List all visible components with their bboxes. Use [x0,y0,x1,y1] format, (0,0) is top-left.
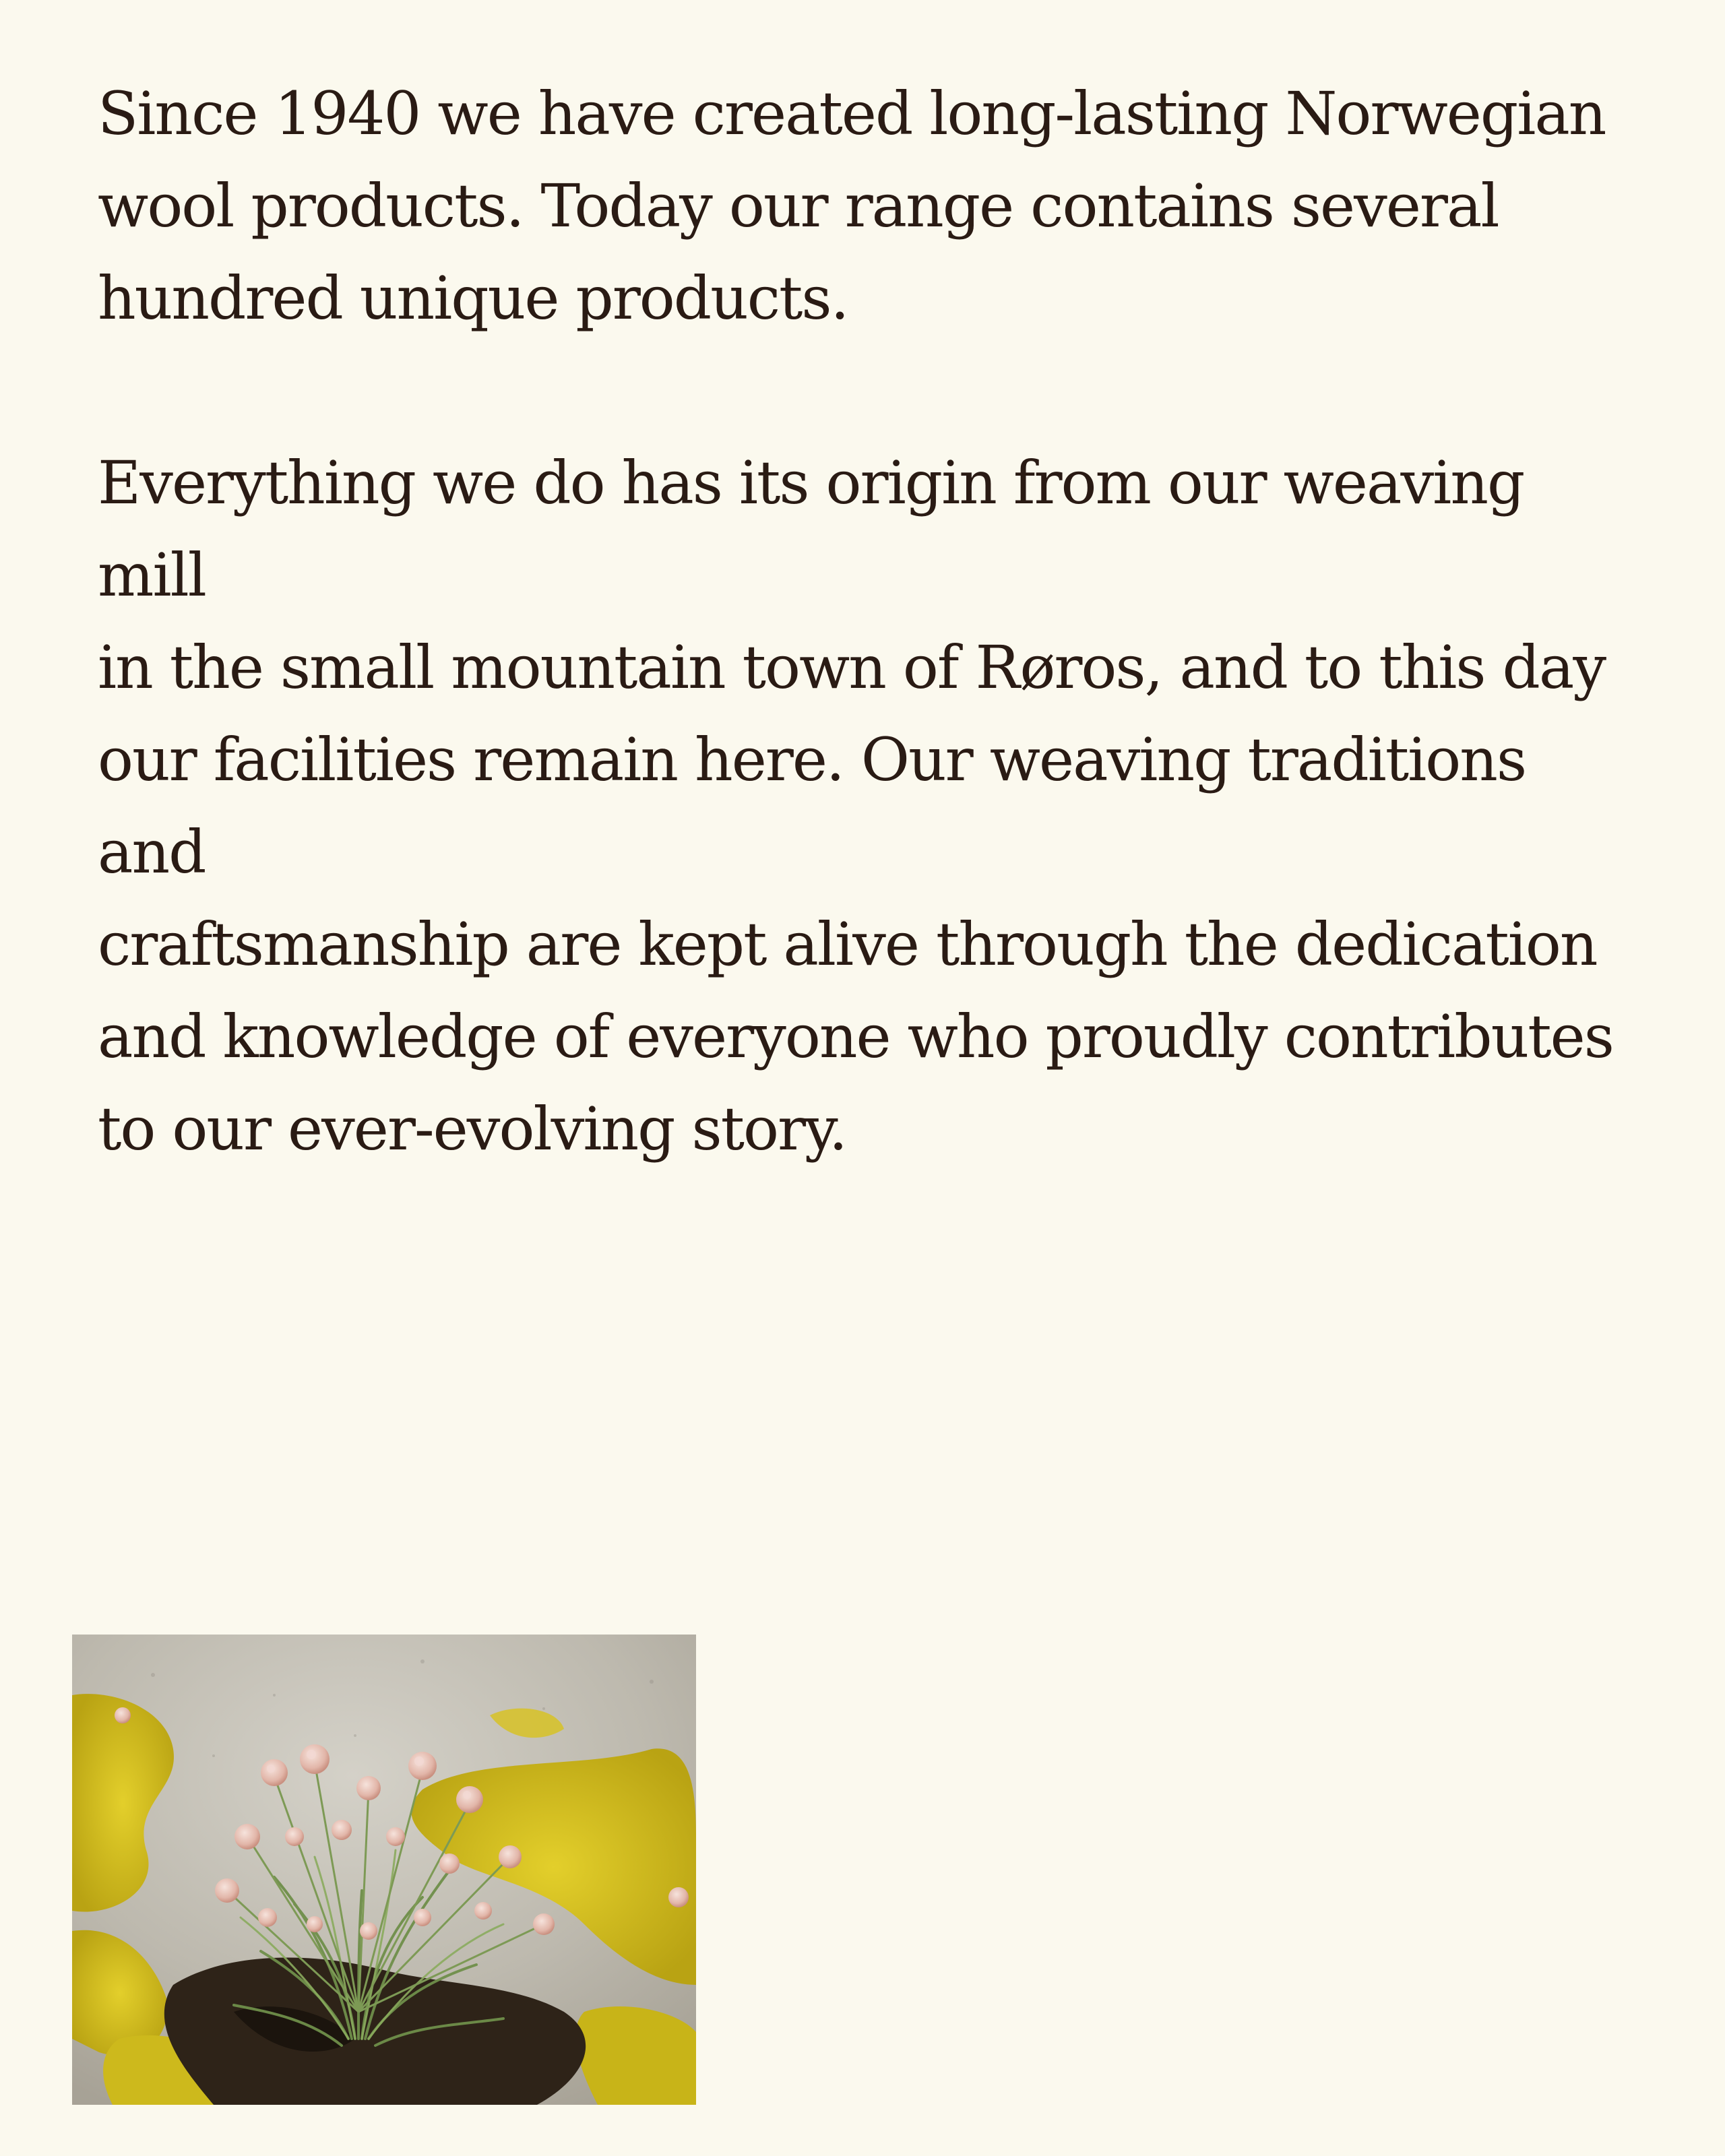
flowers-photo-illustration [72,1635,696,2105]
intro-paragraph-1: Since 1940 we have created long-lasting Norwegian wool products. Today our range contains several hundred unique products. [98,79,1606,333]
intro-paragraph-2: Everything we do has its origin from our weaving mill in the small mountain town of Røros, and to this day our facilities remain here. Our weaving traditions and craftsmanship are kept alive through the dedication and knowledge of everyone who proudly contributes to our ever-evolving story. [98,448,1613,1164]
flowers-on-rock-photo [72,1635,696,2105]
about-text [98,67,1648,1175]
